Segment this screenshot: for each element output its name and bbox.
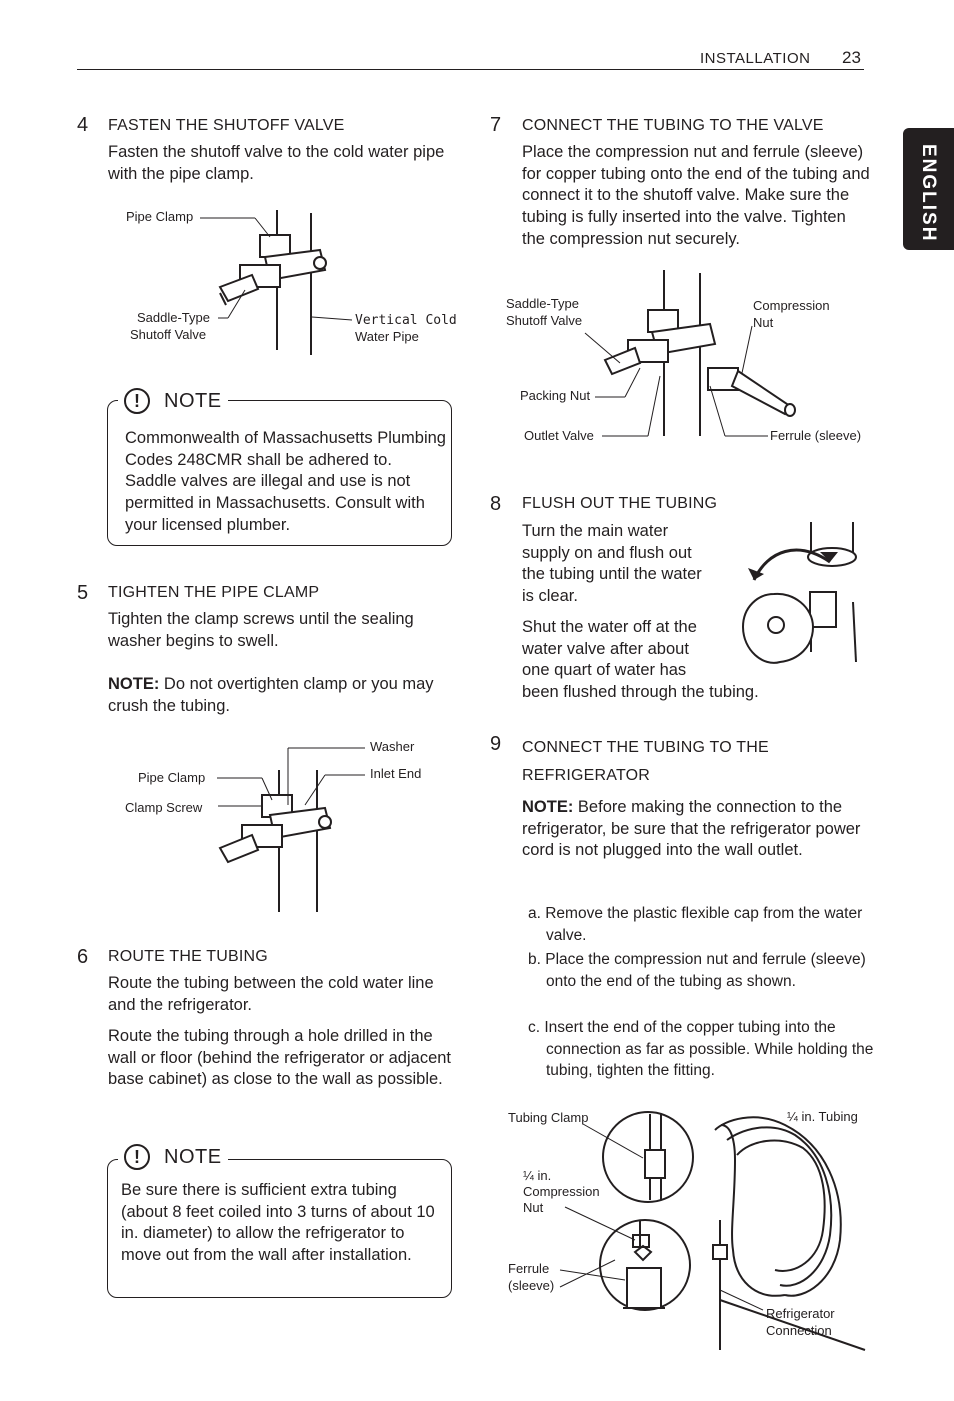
step-7-body: Place the compression nut and ferrule (sleeve) for copper tubing onto the end of the tubing and connect it to the shutoff valve. Make sure the tubing is fully inserted into the valve. Tighten the compression nut securely. <box>522 143 870 248</box>
label-vertical-cold: Vertical Cold <box>355 313 457 328</box>
label-compression: Compression <box>753 298 830 313</box>
label-tubing-clamp: Tubing Clamp <box>508 1110 589 1125</box>
step-8-body-2-line-1: Shut the water off at the <box>522 618 697 636</box>
shutoff-valve-illustration <box>120 205 460 355</box>
label-quarter-in: ¼ in. <box>523 1168 552 1183</box>
label-inlet-end: Inlet End <box>370 766 422 781</box>
step-6-title: ROUTE THE TUBING <box>108 948 268 965</box>
label-ferrule-sleeve: Ferrule (sleeve) <box>770 428 862 443</box>
refrigerator-connection-illustration <box>505 1100 880 1370</box>
note-header-1 <box>118 388 228 414</box>
step-4-title: FASTEN THE SHUTOFF VALVE <box>108 117 345 134</box>
step-8-body-1-line-1: Turn the main water <box>522 522 669 540</box>
step-5-note-text: Do not overtighten clamp or you may crush the tubing. <box>108 675 434 715</box>
step-9-note-label: NOTE: <box>522 798 574 816</box>
step-8-body-1-line-3: the tubing until the water <box>522 565 702 584</box>
step-8-title: FLUSH OUT THE TUBING <box>522 495 718 512</box>
label-quarter-tubing: ¼ in. Tubing <box>787 1109 858 1124</box>
label-outlet-valve: Outlet Valve <box>524 428 594 443</box>
step-8-body-2-line-4: been flushed through the tubing. <box>522 683 759 702</box>
step-9-note <box>522 797 867 862</box>
label-saddle-type: Saddle-Type <box>137 310 210 325</box>
step-5-note <box>108 674 453 717</box>
note-text-massachusetts: Commonwealth of Massachusetts Plumbing Codes 248CMR shall be adhered to. Saddle valves are illegal and use is not permitted in Massachusetts. Consult with your licensed plumber. <box>125 429 446 534</box>
note-header-2 <box>118 1144 228 1170</box>
step-5-body: Tighten the clamp screws until the sealing washer begins to swell. <box>108 610 414 650</box>
label-packing-nut: Packing Nut <box>520 388 591 403</box>
language-tab <box>903 128 954 250</box>
step-4-body: Fasten the shutoff valve to the cold water pipe with the pipe clamp. <box>108 143 445 183</box>
label-pipe-clamp: Pipe Clamp <box>126 209 194 224</box>
step-9-substep-c: c. Insert the end of the copper tubing into the connection as far as possible. While holding the tubing, tighten the fitting. <box>528 1019 874 1079</box>
label-saddle-type-7: Saddle-Type <box>506 296 579 311</box>
step-8-body-1-line-2: supply on and flush out <box>522 543 692 562</box>
exclamation-icon: ! <box>124 388 150 414</box>
step-5-note-label: NOTE: <box>108 675 160 693</box>
label-nut-9: Nut <box>523 1200 544 1215</box>
header-section: INSTALLATION <box>700 50 811 67</box>
step-8-number: 8 <box>490 493 502 515</box>
label-refrigerator: Refrigerator <box>766 1306 835 1321</box>
label-water-pipe: Water Pipe <box>355 329 419 344</box>
page-number: 23 <box>842 48 861 67</box>
step-9-title <box>522 734 769 790</box>
tubing-valve-illustration <box>500 268 880 448</box>
label-shutoff-valve: Shutoff Valve <box>130 327 207 342</box>
pipe-clamp-illustration <box>120 740 460 915</box>
label-pipe-clamp-2: Pipe Clamp <box>138 770 206 785</box>
note-title-1: NOTE <box>164 389 222 412</box>
step-8-body-2-line-3: one quart of water has <box>522 661 687 680</box>
step-8-body-1-line-4: is clear. <box>522 587 578 606</box>
label-compression-9: Compression <box>523 1184 600 1199</box>
language-tab-label: ENGLISH <box>918 144 939 243</box>
step-4-number: 4 <box>77 114 89 136</box>
step-6-number: 6 <box>77 946 89 968</box>
step-9-substep-b: b. Place the compression nut and ferrule (sleeve) onto the end of the tubing as shown. <box>528 951 866 990</box>
label-connection: Connection <box>766 1323 832 1338</box>
step-7-number: 7 <box>490 114 502 136</box>
step-8-body-2-line-2: water valve after about <box>522 639 689 658</box>
note-text-tubing: Be sure there is sufficient extra tubing (about 8 feet coiled into 3 turns of about 10 in. diameter) to allow the refrigerator to move out from the wall after installation. <box>121 1181 435 1265</box>
label-sleeve-9: (sleeve) <box>508 1278 555 1293</box>
step-8-body-1 <box>522 521 742 608</box>
label-ferrule-9: Ferrule <box>508 1261 550 1276</box>
header-rule <box>77 69 864 70</box>
step-9-substep-a: a. Remove the plastic flexible cap from the water valve. <box>528 905 863 944</box>
step-7-title: CONNECT THE TUBING TO THE VALVE <box>522 117 824 134</box>
label-clamp-screw: Clamp Screw <box>125 800 203 815</box>
exclamation-icon: ! <box>124 1144 150 1170</box>
step-9-title-line-1: CONNECT THE TUBING TO THE <box>522 739 769 756</box>
step-5-number: 5 <box>77 582 89 604</box>
label-shutoff-valve-7: Shutoff Valve <box>506 313 583 328</box>
step-9-note-text: Before making the connection to the refrigerator, be sure that the refrigerator power cord is not plugged into the wall outlet. <box>522 798 861 860</box>
note-title-2: NOTE <box>164 1145 222 1168</box>
label-nut: Nut <box>753 315 774 330</box>
step-6-body-2: Route the tubing through a hole drilled in the wall or floor (behind the refrigerator or adjacent base cabinet) as close to the wall as possible. <box>108 1027 452 1089</box>
step-5-title: TIGHTEN THE PIPE CLAMP <box>108 584 320 601</box>
water-valve-knob-illustration <box>738 522 868 672</box>
label-washer: Washer <box>370 739 415 754</box>
step-9-title-line-2: REFRIGERATOR <box>522 767 651 784</box>
step-9-number: 9 <box>490 733 502 755</box>
step-6-body-1: Route the tubing between the cold water line and the refrigerator. <box>108 974 434 1014</box>
